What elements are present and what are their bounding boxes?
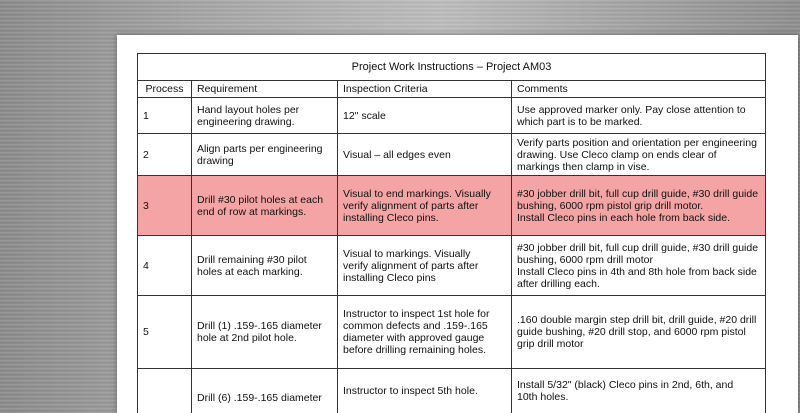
- table-row-highlighted: [138, 176, 766, 236]
- comments-line: which part is to be marked.: [517, 115, 643, 128]
- comments-line: guide bushing, #20 drill stop, and 6000 rpm pistol: [517, 326, 746, 338]
- comments-cell: [512, 296, 766, 369]
- column-header-requirement: Requirement: [192, 81, 338, 98]
- document-page: [117, 35, 798, 413]
- inspection-line: 12" scale: [343, 109, 386, 122]
- requirement-cell: [192, 236, 338, 296]
- process-number: 5: [138, 296, 192, 369]
- comments-cell: [512, 176, 766, 236]
- comments-line: Install 5/32" (black) Cleco pins in 2nd, 6th, and: [517, 379, 734, 391]
- comments-cell: [512, 134, 766, 176]
- comments-line: grip drill motor: [517, 338, 584, 350]
- requirement-cell: [192, 176, 338, 236]
- inspection-cell: [338, 134, 512, 176]
- inspection-line: diameter with approved gauge: [343, 332, 485, 344]
- table-row: [138, 236, 766, 296]
- column-header-comments: Comments: [512, 81, 766, 98]
- comments-line: drawing. Use Cleco clamp on ends clear of: [517, 148, 717, 161]
- requirement-cell: [192, 134, 338, 176]
- requirement-line: end of row at markings.: [197, 205, 307, 218]
- inspection-line: Instructor to inspect 1st hole for: [343, 308, 490, 320]
- inspection-line: before drilling remaining holes.: [343, 344, 486, 356]
- inspection-line: installing Cleco pins.: [343, 211, 439, 224]
- comments-line: Install Cleco pins in 4th and 8th hole from back side: [517, 265, 757, 278]
- table-row: [138, 134, 766, 176]
- process-number: 4: [138, 236, 192, 296]
- inspection-cell: [338, 176, 512, 236]
- inspection-line: verify alignment of parts after: [343, 259, 479, 272]
- process-number: 2: [138, 134, 192, 176]
- comments-line: markings then clamp in vise.: [517, 160, 650, 173]
- requirement-line: Drill #30 pilot holes at each: [197, 193, 324, 206]
- process-number: 3: [138, 176, 192, 236]
- inspection-line: common defects and .159-.165: [343, 320, 488, 332]
- comments-line: after drilling each.: [517, 277, 600, 290]
- requirement-line: drawing: [197, 154, 234, 167]
- inspection-line: Instructor to inspect 5th hole.: [343, 385, 478, 397]
- requirement-line: Align parts per engineering: [197, 142, 323, 155]
- column-header-process: Process: [138, 81, 192, 98]
- work-instructions-table: [137, 53, 766, 413]
- requirement-line: holes at each marking.: [197, 265, 303, 278]
- comments-cell: [512, 369, 766, 413]
- requirement-line: Drill (6) .159-.165 diameter: [197, 392, 322, 404]
- comments-line: 10th holes.: [517, 391, 569, 403]
- inspection-cell: [338, 369, 512, 413]
- requirement-cell: [192, 296, 338, 369]
- inspection-line: verify alignment of parts after: [343, 199, 479, 212]
- comments-line: bushing, 6000 rpm drill motor: [517, 253, 653, 266]
- requirement-cell: [192, 98, 338, 134]
- column-header-inspection: Inspection Criteria: [338, 81, 512, 98]
- table-title: Project Work Instructions – Project AM03: [138, 54, 766, 81]
- inspection-cell: [338, 236, 512, 296]
- comments-cell: [512, 236, 766, 296]
- requirement-line: Drill (1) .159-.165 diameter: [197, 320, 322, 332]
- inspection-line: Visual – all edges even: [343, 148, 451, 161]
- comments-line: .160 double margin step drill bit, drill guide, #20 drill: [517, 314, 757, 326]
- requirement-line: Drill remaining #30 pilot: [197, 253, 307, 266]
- comments-line: #30 jobber drill bit, full cup drill guide, #30 drill guide: [517, 241, 759, 254]
- table-row: [138, 98, 766, 134]
- comments-cell: [512, 98, 766, 134]
- table-row: [138, 296, 766, 369]
- requirement-line: Hand layout holes per: [197, 103, 300, 116]
- title-row: [138, 54, 766, 81]
- requirement-line: engineering drawing.: [197, 115, 295, 128]
- comments-line: #30 jobber drill bit, full cup drill guide, #30 drill guide: [517, 187, 759, 200]
- comments-line: Use approved marker only. Pay close attention to: [517, 103, 746, 116]
- header-row: [138, 81, 766, 98]
- requirement-cell: [192, 369, 338, 413]
- process-number: 1: [138, 98, 192, 134]
- inspection-cell: [338, 296, 512, 369]
- comments-line: Install Cleco pins in each hole from back side.: [517, 211, 731, 224]
- requirement-line: hole at 2nd pilot hole.: [197, 332, 297, 344]
- table-row: [138, 369, 766, 413]
- comments-line: bushing, 6000 rpm pistol grip drill motor.: [517, 199, 704, 212]
- inspection-cell: [338, 98, 512, 134]
- inspection-line: Visual to end markings. Visually: [343, 187, 491, 200]
- process-number: [138, 369, 192, 413]
- comments-line: Verify parts position and orientation per engineering: [517, 136, 757, 149]
- inspection-line: installing Cleco pins: [343, 271, 436, 284]
- inspection-line: Visual to markings. Visually: [343, 247, 471, 260]
